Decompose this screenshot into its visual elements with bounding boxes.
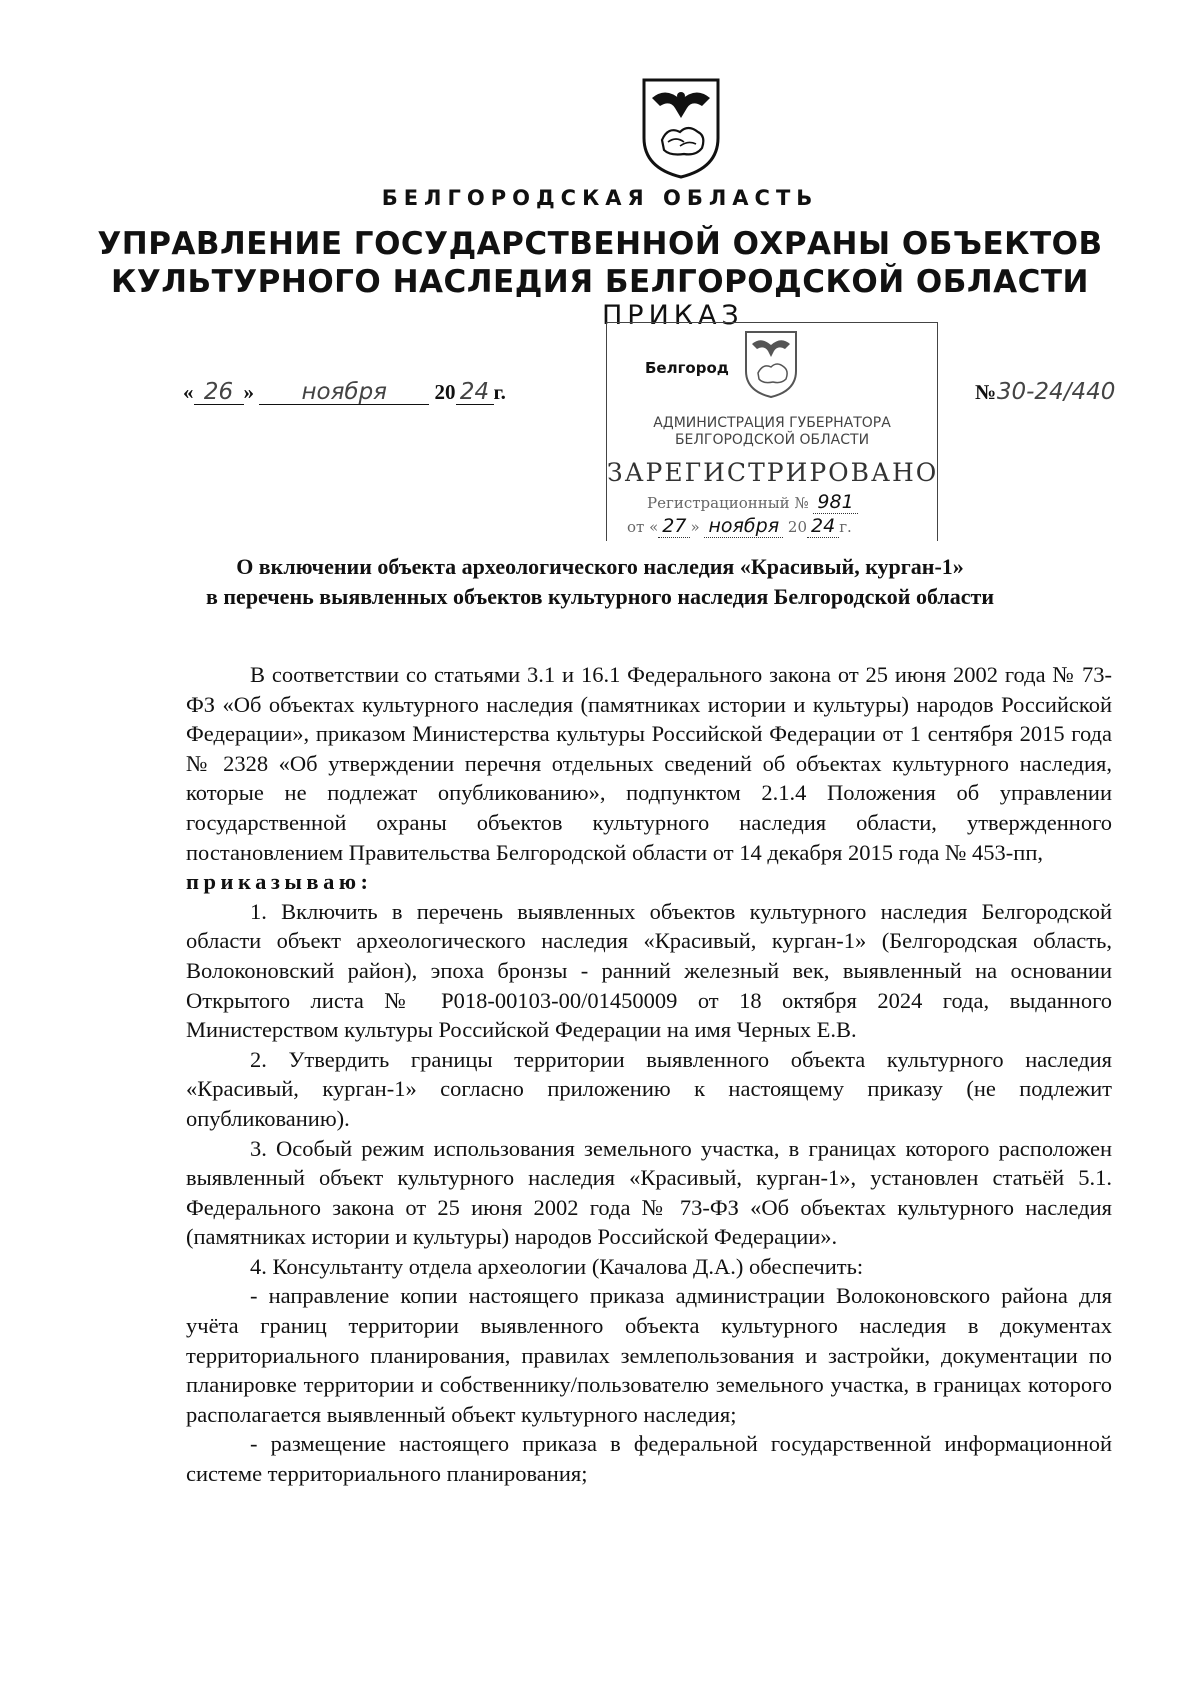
stamp-mid-quote: » [690, 518, 700, 536]
order-title: ПРИКАЗ [602, 300, 744, 331]
preamble-paragraph: В соответствии со статьями 3.1 и 16.1 Федерального закона от 25 июня 2002 года № 73-ФЗ «Об объектах культурного наследия (памятниках истории и культуры) народов Российской Федерации», приказом Министерства культуры Российской Федерации от 1 сентября 2015 года № 2328 «Об утверждении перечня отдельных сведений об объектах культурного наследия, которые не подлежат опубликованию», подпунктом 2.1.4 Положения об управлении государственной охраны объектов культурного наследия области, утвержденного постановлением Правительства Белгородской области от 14 декабря 2015 года № 453-пп, [186, 662, 1112, 865]
stamp-reg-date-line [627, 515, 852, 537]
agency-name [0, 225, 1200, 301]
order-subject [0, 552, 1200, 612]
stamp-year-prefix: 20 [787, 518, 807, 536]
stamp-reg-label: Регистрационный № [647, 494, 809, 512]
order-number [975, 380, 1116, 405]
stamp-admin [607, 415, 937, 449]
stamp-reg-year: 24 [807, 515, 839, 538]
stamp-reg-number-line [647, 491, 858, 513]
item-4-b: - размещение настоящего приказа в федеральной государственной информационной системе территориального планирования; [186, 1431, 1112, 1487]
stamp-admin-line2: БЕЛГОРОДСКОЙ ОБЛАСТИ [674, 432, 870, 448]
stamp-reg-day: 27 [658, 515, 690, 538]
number-value: 30-24/440 [996, 379, 1116, 405]
subject-line2: в перечень выявленных объектов культурного наследия Белгородской области [206, 584, 994, 609]
subject-line1: О включении объекта археологического наследия «Красивый, курган-1» [236, 554, 964, 579]
date-month: ноября [259, 380, 429, 405]
stamp-emblem-icon [743, 329, 799, 399]
agency-name-line2: КУЛЬТУРНОГО НАСЛЕДИЯ БЕЛГОРОДСКОЙ ОБЛАСТИ [111, 264, 1089, 300]
item-3: 3. Особый режим использования земельного участка, в границах которого расположен выявленный объект культурного наследия «Красивый, курган-1», установлен статьёй 5.1. Федерального закона от 25 июня 2002 года № 73-ФЗ «Об объектах культурного наследия (памятниках истории и культуры) народов Российской Федерации». [186, 1135, 1112, 1250]
item-2: 2. Утвердить границы территории выявленного объекта культурного наследия «Красивый, курган-1» согласно приложению к настоящему приказу (не подлежит опубликованию). [186, 1046, 1112, 1131]
region-name: БЕЛГОРОДСКАЯ ОБЛАСТЬ [381, 186, 819, 210]
order-word-line [186, 867, 1112, 897]
item-1: 1. Включить в перечень выявленных объектов культурного наследия Белгородской области объект археологического наследия «Красивый, курган-1» (Белгородская область, Волоконовский район), эпоха бронзы - ранний железный век, выявленный на основании Открытого листа № Р018-00103-00/01450009 от 18 октября 2024 года, выданного Министерством культуры Российской Федерации на имя Черных Е.В. [186, 898, 1112, 1043]
agency-name-line1: УПРАВЛЕНИЕ ГОСУДАРСТВЕННОЙ ОХРАНЫ ОБЪЕКТОВ [97, 226, 1103, 262]
order-date [183, 380, 506, 405]
stamp-from-label: от « [627, 518, 659, 536]
date-year: 24 [456, 380, 494, 405]
item-4-a: - направление копии настоящего приказа администрации Волоконовского района для учёта границ территории выявленного объекта культурного наследия в документах территориального планирования, правилах землепользования и застройки, документации по планировке территории и собственнику/пользователю земельного участка, в границах которого располагается выявленный объект культурного наследия; [186, 1283, 1112, 1427]
registration-stamp [606, 322, 938, 541]
date-open-quote: « [183, 380, 194, 404]
date-year-prefix: 20 [434, 380, 456, 404]
stamp-year-mark: г. [839, 518, 852, 536]
date-year-mark: г. [493, 380, 506, 404]
coat-of-arms-icon [640, 76, 722, 180]
stamp-city: Белгород [645, 359, 729, 377]
stamp-registered: ЗАРЕГИСТРИРОВАНО [607, 458, 939, 487]
number-label: № [975, 380, 997, 404]
order-body [186, 660, 1112, 1489]
stamp-admin-line1: АДМИНИСТРАЦИЯ ГУБЕРНАТОРА [653, 415, 891, 431]
order-word: приказываю: [186, 869, 373, 895]
date-close-quote: » [243, 380, 254, 404]
stamp-reg-month: ноября [704, 515, 783, 538]
date-day: 26 [194, 380, 244, 405]
item-4: 4. Консультанту отдела археологии (Качалова Д.А.) обеспечить: [250, 1253, 864, 1279]
stamp-reg-number: 981 [813, 491, 857, 514]
